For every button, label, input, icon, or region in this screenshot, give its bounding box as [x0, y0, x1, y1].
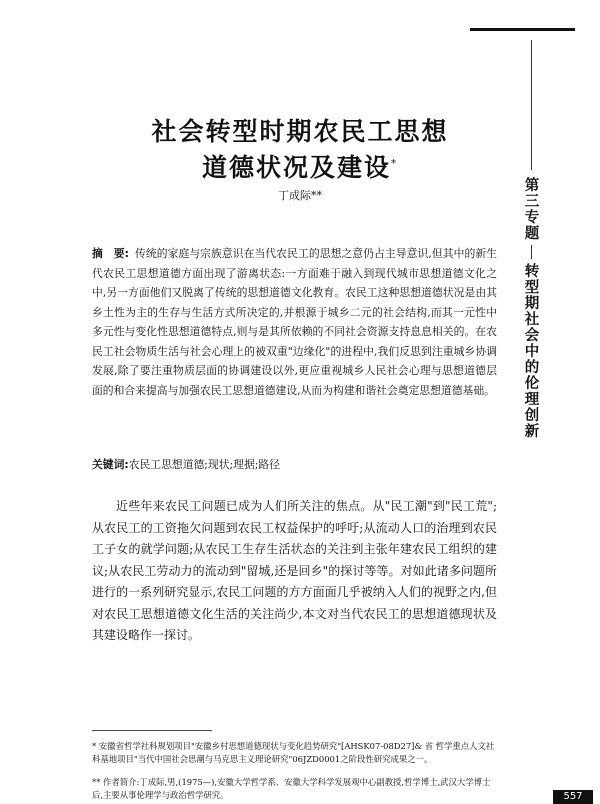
header-rule [470, 28, 575, 31]
footnote-author-bio: ** 作者简介:丁成际,男,(1975—),安徽大学哲学系、安徽大学科学发展观中心副教授,哲学博士,武汉大学博士后,主要从事伦理学与政治哲学研究。 [92, 777, 491, 800]
body-paragraph: 近些年来农民工问题已成为人们所关注的焦点。从"民工潮"到"民工荒";从农民工的工资拖欠问题到农民工权益保护的呼吁;从流动人口的治理到农民工子女的就学问题;从农民工生存生活状态的关注到主张年建农民工组织的建议;从农民工劳动力的流动到"留城,还是回乡"的探讨等等。对如此诸多问题所进行的一系列研究显示,农民工问题的方方面面几乎被纳入人们的视野之内,但对农民工思想道德文化生活的关注尚少,本文对当代农民工的思想道德现状及其建设略作一探讨。 [92, 499, 497, 642]
keywords [92, 457, 497, 472]
side-title-part-2: 转型期社会中的伦理创新 [524, 263, 540, 440]
footnote-divider [92, 730, 212, 731]
keywords-text: 农民工思想道德;现状;理据;路径 [128, 458, 280, 471]
side-title-part-1: 第三专题 [524, 177, 540, 242]
article-title-line-2: 道德状况及建设* [201, 153, 398, 182]
abstract-text: 传统的家庭与宗族意识在当代农民工的思想之意仍占主导意识,但其中的新生代农民工思想道德方面出现了游离状态:一方面难于融入到现代城市思想道德文化之中,另一方面他们又脱离了传统的思想道德文化教育。农民工这种思想道德状况是由其乡土性为主的生存与生活方式所决定的,并根源于城乡二元的社会结构,而其一元性中多元性与变化性思想道德特点,则与是其所依赖的不同社会资源支持息息相关的。在农民工社会物质生活与社会心理上的被双重"边缘化"的进程中,我们反思到注重城乡协调发展,除了要注重物质层面的协调建设以外,更应重视城乡人民社会心理与思想道德层面的和合来提高与加强农民工思想道德建设,从而为构建和谐社会奠定思想道德基础。 [92, 247, 497, 397]
side-rule-middle [531, 245, 532, 259]
abstract [92, 244, 497, 400]
keywords-label: 关键词: [92, 458, 129, 471]
title-footnote-marker: * [391, 158, 398, 170]
article-title-line-1: 社会转型时期农民工思想 [151, 117, 449, 146]
abstract-label: 摘 要: [92, 247, 129, 260]
page-number: 557 [553, 790, 593, 804]
author-name: 丁成际** [278, 189, 322, 202]
side-rule-top [531, 40, 532, 170]
footnote-funding: * 安徽省哲学社科规划项目"安徽乡村思想道德现状与变化趋势研究"[AHSK07-08D27]& 省 哲学重点人文社科基地项目"当代中国社会思潮与马克思主义理论研究"06JZD0001之阶段性研究成果之一。 [92, 741, 495, 764]
